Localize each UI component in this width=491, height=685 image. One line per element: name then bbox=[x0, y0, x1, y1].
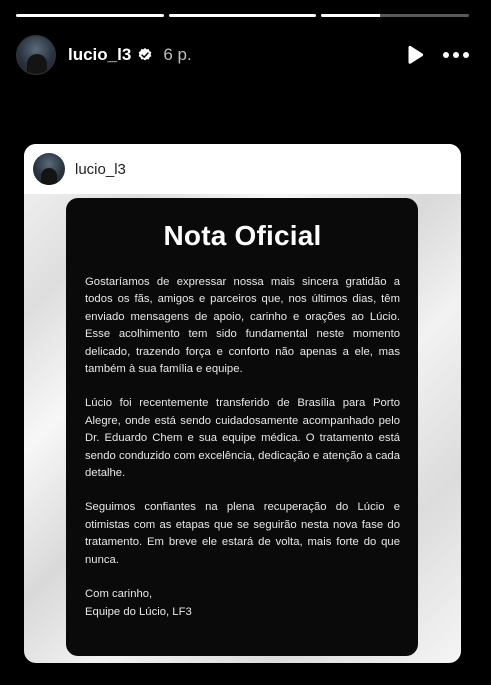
progress-segment bbox=[321, 14, 469, 17]
note-title: Nota Oficial bbox=[163, 220, 322, 251]
note-paragraph-2: Lúcio foi recentemente transferido de Brasília para Porto Alegre, onde está sendo cuidadosamente acompanhado pelo Dr. Eduardo Chem e sua equipe médica. O tratamento está sendo conduzido com excelência, dedicação e atenção a cada detalhe. bbox=[85, 397, 400, 480]
post-time: 6 p. bbox=[163, 45, 192, 64]
username[interactable]: lucio_l3 bbox=[68, 45, 132, 64]
dot bbox=[443, 52, 449, 58]
note-paragraph-3: Seguimos confiantes na plena recuperação do Lúcio e otimistas com as etapas que se seguirão nesta nova fase do tratamento. Em breve ele estará de volta, mais forte do que nunca. bbox=[85, 501, 400, 566]
shared-post-card[interactable] bbox=[24, 144, 461, 663]
note-signature: Equipe do Lúcio, LF3 bbox=[85, 605, 192, 618]
note-paragraph-1: Gostaríamos de expressar nossa mais sincera gratidão a todos os fãs, amigos e parceiros que, nos últimos dias, têm enviado mensagens de apoio, carinho e orações ao Lúcio. Esse acolhimento tem sido fundamental neste momento delicado, trazendo força e conforto não apenas a ele, mas também à sua família e equipe. bbox=[85, 276, 400, 376]
progress-fill bbox=[16, 14, 164, 17]
progress-segment bbox=[169, 14, 317, 17]
official-note bbox=[66, 198, 418, 656]
more-options-icon[interactable] bbox=[443, 44, 469, 66]
dot bbox=[463, 52, 469, 58]
note-closing: Com carinho, bbox=[85, 588, 153, 601]
progress-fill bbox=[169, 14, 317, 17]
dot bbox=[453, 52, 459, 58]
verified-badge-icon bbox=[137, 47, 153, 63]
card-avatar bbox=[33, 153, 65, 185]
progress-fill bbox=[321, 14, 380, 17]
play-icon[interactable] bbox=[403, 44, 425, 66]
card-username: lucio_l3 bbox=[75, 160, 126, 178]
story-progress-bar bbox=[16, 14, 469, 17]
avatar[interactable] bbox=[16, 35, 56, 75]
card-header bbox=[24, 144, 461, 194]
progress-segment bbox=[16, 14, 164, 17]
story-header bbox=[16, 34, 469, 76]
